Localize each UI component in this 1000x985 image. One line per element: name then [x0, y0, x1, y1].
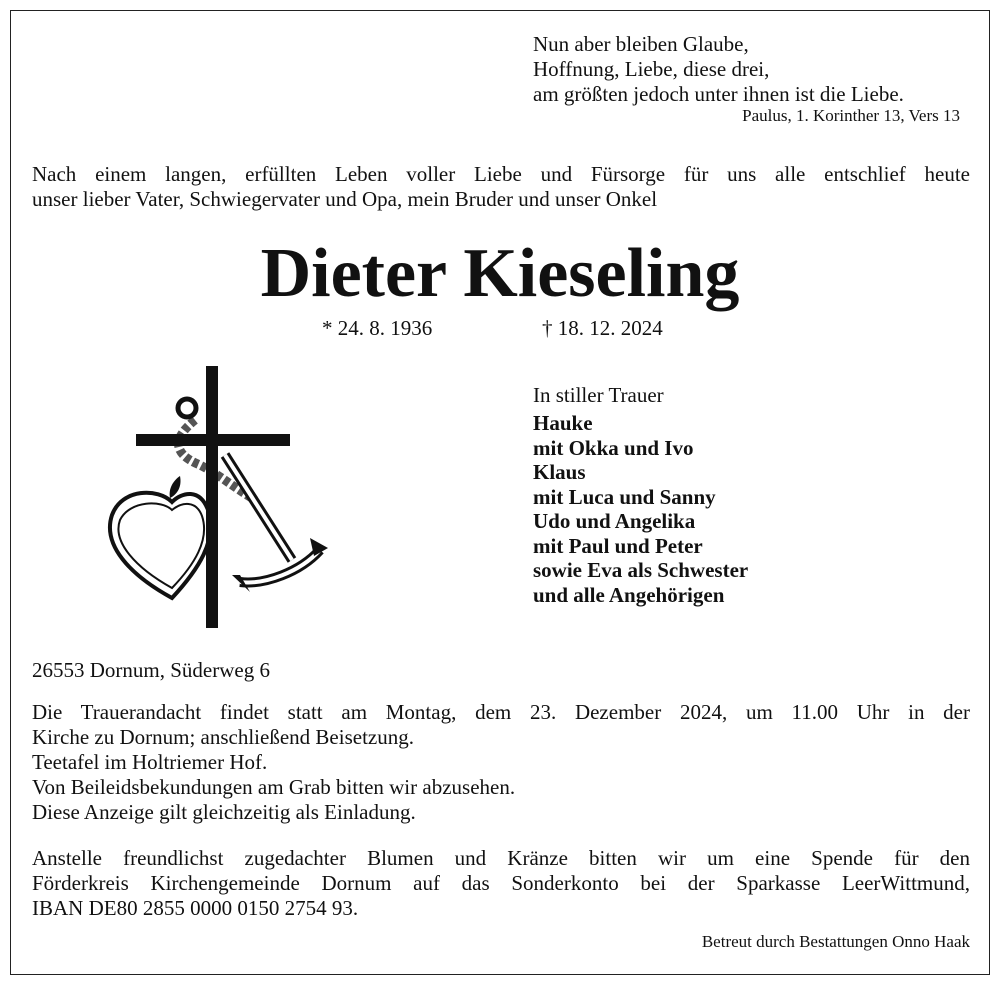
mourner-name: und alle Angehörigen — [533, 582, 725, 607]
mourner-name: Udo und Angelika — [533, 509, 696, 533]
birth-date: * 24. 8. 1936 — [322, 316, 433, 340]
verse-source: Paulus, 1. Korinther 13, Vers 13 — [742, 106, 960, 125]
donation-line: Förderkreis Kirchengemeinde Dornum auf das Sonderkonto bei der Sparkasse LeerWittmund, — [32, 871, 970, 895]
intro-text — [32, 162, 970, 212]
cross-anchor-heart-icon — [100, 360, 340, 630]
mourner-name: Klaus — [533, 460, 586, 484]
service-line: Die Trauerandacht findet statt am Montag, dem 23. Dezember 2024, um 11.00 Uhr in der — [32, 700, 970, 724]
service-line: Teetafel im Holtriemer Hof. — [32, 750, 268, 774]
mourning-intro: In stiller Trauer — [533, 383, 664, 407]
verse-line: am größten jedoch unter ihnen ist die Liebe. — [533, 82, 904, 106]
donation-info — [32, 846, 970, 921]
mourners-list — [533, 411, 748, 607]
service-line: Von Beileidsbekundungen am Grab bitten wir abzusehen. — [32, 775, 516, 799]
intro-line: unser lieber Vater, Schwiegervater und Opa, mein Bruder und unser Onkel — [32, 187, 658, 211]
service-info — [32, 700, 970, 825]
bible-verse — [533, 32, 973, 107]
service-line: Diese Anzeige gilt gleichzeitig als Einladung. — [32, 800, 416, 824]
undertaker-credit: Betreut durch Bestattungen Onno Haak — [701, 932, 970, 951]
verse-line: Hoffnung, Liebe, diese drei, — [533, 57, 770, 81]
donation-line: IBAN DE80 2855 0000 0150 2754 93. — [32, 896, 359, 920]
deceased-name: Dieter Kieseling — [260, 235, 740, 312]
family-address: 26553 Dornum, Süderweg 6 — [32, 658, 270, 682]
mourner-name: Hauke — [533, 411, 593, 435]
service-line: Kirche zu Dornum; anschließend Beisetzung. — [32, 725, 414, 749]
mourner-name: mit Luca und Sanny — [533, 484, 716, 509]
mourner-name: sowie Eva als Schwester — [533, 558, 749, 582]
mourner-name: mit Okka und Ivo — [533, 435, 694, 460]
intro-line: Nach einem langen, erfüllten Leben voller Liebe und Fürsorge für uns alle entschlief heute — [32, 162, 970, 186]
death-date: † 18. 12. 2024 — [542, 316, 663, 340]
mourner-name: mit Paul und Peter — [533, 533, 703, 558]
verse-line: Nun aber bleiben Glaube, — [533, 32, 749, 56]
donation-line: Anstelle freundlichst zugedachter Blumen und Kränze bitten wir um eine Spende für den — [32, 846, 970, 870]
